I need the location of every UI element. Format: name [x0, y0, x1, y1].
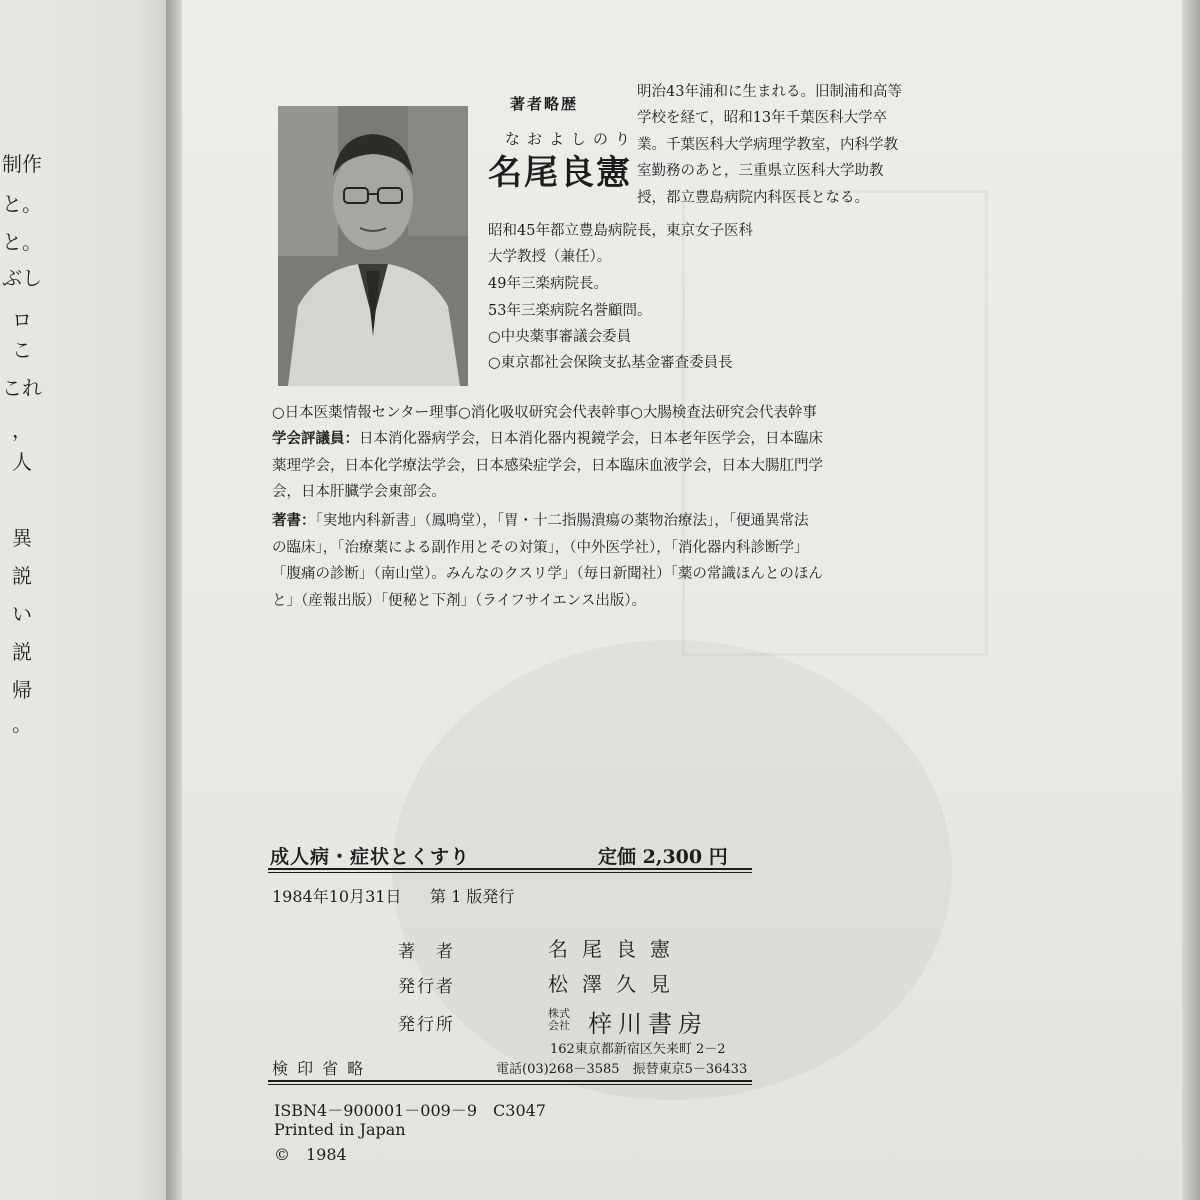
author-name-reading: なおよしのり	[505, 130, 638, 148]
left-page-fragment: 説	[12, 640, 32, 664]
colophon-top-rule	[268, 868, 752, 870]
bio-line: 53年三楽病院名誉顧問。	[488, 303, 652, 319]
colophon-top-rule-thin	[268, 872, 752, 873]
colophon-bottom-rule	[268, 1080, 752, 1082]
show-through-shadow	[682, 190, 988, 656]
publication-date: 1984年10月31日	[272, 887, 402, 906]
bio-line: ○東京都社会保険支払基金審査委員長	[488, 355, 733, 371]
publisher-person-value: 松澤久見	[548, 972, 684, 996]
book-title: 成人病・症状とくすり	[270, 846, 471, 868]
publisher-address: 162東京都新宿区矢来町 2－2	[550, 1042, 726, 1057]
publisher-name: 梓川書房	[588, 1010, 708, 1038]
company-prefix	[548, 1008, 570, 1032]
author-name: 名尾良憲	[488, 153, 632, 193]
left-page	[0, 0, 172, 1200]
author-role-value: 名尾良憲	[548, 937, 684, 961]
author-photo	[278, 106, 468, 386]
bio-line: ○中央薬事審議会委員	[488, 329, 632, 345]
society-line-first	[272, 427, 823, 448]
bio-line: 49年三楽病院長。	[488, 276, 608, 292]
publisher-phone: 電話(03)268－3585 振替東京5－36433	[496, 1062, 748, 1077]
author-role-label: 著 者	[398, 942, 455, 962]
left-page-fragment: ロ	[12, 308, 32, 332]
left-page-fragment: 。	[12, 712, 32, 736]
works-line-first	[272, 509, 809, 530]
bio-line: 授，都立豊島病院内科医長となる。	[637, 190, 869, 206]
stamp-note: 検 印 省 略	[272, 1059, 366, 1078]
left-page-fragment: 説	[12, 564, 32, 588]
left-page-fragment: こ	[12, 338, 32, 362]
edition-label: 第 1 版発行	[430, 887, 515, 906]
left-page-fragment: い	[12, 602, 32, 626]
bio-line: 明治43年浦和に生まれる。旧制浦和高等	[637, 84, 902, 100]
company-prefix-bottom: 会社	[548, 1019, 570, 1032]
left-page-fragment: 異	[12, 526, 32, 550]
colophon-bottom-rule-thin	[268, 1084, 752, 1085]
publisher-label: 発行所	[398, 1015, 455, 1035]
printed-in: Printed in Japan	[274, 1120, 406, 1139]
bio-line: 学校を経て，昭和13年千葉医科大学卒	[637, 110, 888, 126]
society-label: 学会評議員：	[272, 430, 359, 447]
works-label: 著書：	[272, 512, 316, 529]
publisher-person-label: 発行者	[398, 977, 455, 997]
bio-line: 業。千葉医科大学病理学教室，内科学教	[637, 137, 898, 153]
left-page-fragment: 帰	[12, 678, 32, 702]
society-line: 薬理学会，日本化学療法学会，日本感染症学会，日本臨床血液学会，日本大腸肛門学	[272, 458, 823, 474]
bio-line: 昭和45年都立豊島病院長，東京女子医科	[488, 223, 753, 239]
author-portrait-illustration	[278, 106, 468, 386]
left-page-fragment: と。	[2, 230, 42, 254]
book-price: 定価 2,300 円	[598, 846, 728, 868]
works-line: と」（産報出版）「便秘と下剤」（ライフサイエンス出版）。	[272, 593, 647, 609]
profile-heading: 著者略歴	[510, 95, 579, 113]
bio-line: 大学教授（兼任）。	[488, 249, 612, 265]
isbn: ISBN4－900001－009－9 C3047	[274, 1101, 546, 1120]
left-page-fragment: 制作	[2, 152, 42, 176]
left-page-fragment: ぶし	[2, 266, 42, 290]
works-text: 「実地内科新書」（鳳鳴堂），「胃・十二指腸潰瘍の薬物治療法」，「便通異常法	[315, 513, 809, 529]
left-page-fragment: と。	[2, 192, 42, 216]
left-page-fragment: ，	[12, 418, 32, 442]
society-line: 会，日本肝臓学会東部会。	[272, 484, 446, 500]
bio-line: 室勤務のあと，三重県立医科大学助教	[637, 163, 884, 179]
left-page-text-column	[2, 0, 42, 1200]
copyright: © 1984	[274, 1145, 347, 1164]
society-text: 日本消化器病学会，日本消化器内視鏡学会，日本老年医学会，日本臨床	[359, 431, 823, 447]
works-line: 「腹痛の診断」（南山堂）。みんなのクスリ学」（毎日新聞社）「薬の常識ほんとのほん	[272, 566, 823, 582]
bio-line-full: ○日本医薬情報センター理事○消化吸収研究会代表幹事○大腸検査法研究会代表幹事	[272, 405, 817, 421]
left-page-fragment: 人	[12, 450, 32, 474]
left-page-fragment: これ	[2, 376, 42, 400]
works-line: の臨床」，「治療薬による副作用とその対策」，（中外医学社），「消化器内科診断学」	[272, 540, 809, 556]
company-prefix-top: 株式	[548, 1007, 570, 1020]
page-edge	[1182, 0, 1200, 1200]
